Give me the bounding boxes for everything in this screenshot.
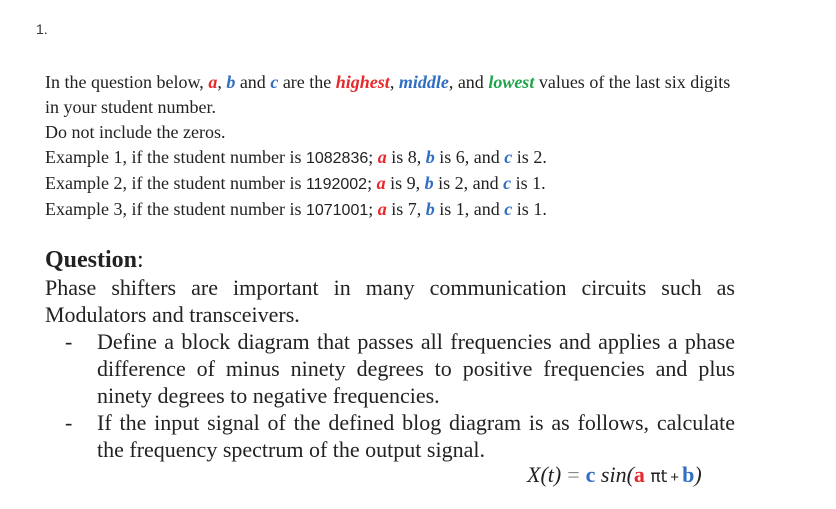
question-paragraph: Phase shifters are important in many communication circuits such as Modulators and transceivers. bbox=[45, 275, 735, 327]
bullet-item bbox=[65, 328, 735, 409]
instructions-line-1: In the question below, a, b and c are the highest, middle, and lowest values of the last six digits in your student number. bbox=[45, 72, 731, 117]
bullet-text: Define a block diagram that passes all frequencies and applies a phase difference of minus ninety degrees to positive frequencies and plus ninety degrees to negative frequencies. bbox=[97, 329, 735, 408]
instructions-line-2: Do not include the zeros. bbox=[45, 122, 226, 142]
lowest-label: lowest bbox=[488, 72, 535, 92]
example-3: Example 3, if the student number is 1071001; a is 7, b is 1, and c is 1. bbox=[45, 199, 547, 219]
instructions-block bbox=[45, 70, 745, 223]
student-number: 1082836 bbox=[305, 150, 369, 167]
student-number: 1071001 bbox=[305, 202, 369, 219]
var-b: b bbox=[226, 72, 236, 92]
question-block bbox=[45, 246, 735, 463]
dash-marker: - bbox=[65, 410, 73, 435]
student-number: 1192002 bbox=[305, 176, 368, 193]
dash-marker: - bbox=[65, 329, 73, 354]
var-a: a bbox=[208, 72, 218, 92]
example-2: Example 2, if the student number is 1192002; a is 9, b is 2, and c is 1. bbox=[45, 173, 546, 193]
question-heading: Question: bbox=[45, 247, 144, 273]
item-number: 1. bbox=[36, 21, 48, 37]
middle-label: middle bbox=[398, 72, 449, 92]
input-signal-formula: X(t) = c sin(a πt + b) bbox=[527, 462, 702, 487]
bullet-item bbox=[65, 409, 735, 463]
example-1: Example 1, if the student number is 1082836; a is 8, b is 6, and c is 2. bbox=[45, 147, 547, 167]
highest-label: highest bbox=[335, 72, 390, 92]
bullet-text: If the input signal of the defined blog diagram is as follows, calculate the frequency spectrum of the output signal. bbox=[97, 410, 735, 462]
var-c: c bbox=[270, 72, 279, 92]
